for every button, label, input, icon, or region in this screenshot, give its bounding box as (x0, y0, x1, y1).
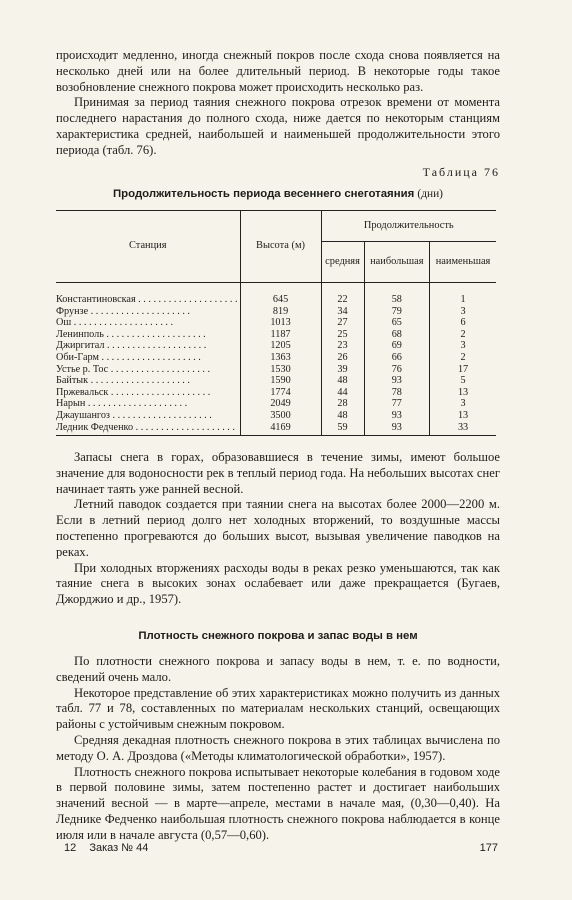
min-cell: 3 (460, 398, 466, 410)
max-cell: 93 (364, 422, 430, 436)
height-cell: 645 (240, 294, 321, 306)
avg-cell: 44 (321, 387, 364, 399)
header-height: Высота (м) (240, 210, 321, 282)
avg-cell: 26 (321, 352, 364, 364)
height-cell: 1363 (240, 352, 321, 364)
height-cell: 2049 (240, 398, 321, 410)
page-footer (64, 842, 498, 854)
signature-mark: 12 (64, 842, 77, 854)
avg-cell: 25 (321, 329, 364, 341)
max-cell: 68 (364, 329, 430, 341)
paragraph: Запасы снега в горах, образовавшиеся в течение зимы, имеют большое значение для водоносности рек в теплый период года. На небольших высотах снег начинает таять уже ранней весной. (56, 450, 500, 496)
min-cell: 17 (457, 363, 469, 375)
table-title (56, 188, 500, 200)
paragraph: Некоторое представление об этих характеристиках можно получить из данных табл. 77 и 78, составленных по материалам нескольких станций, освещающих районы с устойчивым снежным покровом. (56, 685, 500, 732)
max-cell: 93 (364, 375, 430, 387)
min-cell: 6 (460, 317, 466, 329)
paragraph: По плотности снежного покрова и запасу воды в нем, т. е. по водности, сведений очень мало. (56, 654, 500, 684)
height-cell: 1774 (240, 387, 321, 399)
min-cell: 33 (430, 422, 496, 436)
table-row (56, 375, 496, 387)
avg-cell: 27 (321, 317, 364, 329)
table-title-text: Продолжительность периода весеннего снеготаяния (113, 187, 415, 200)
paragraph: происходит медленно, иногда снежный покров после схода снова появляется на несколько дней или на более длительный период. В некоторые годы такое возобновление снежного покрова может происходить несколько раз. (56, 48, 500, 94)
height-cell: 1187 (240, 329, 321, 341)
avg-cell: 59 (321, 422, 364, 436)
order-mark: Заказ № 44 (89, 842, 149, 854)
max-cell: 93 (364, 410, 430, 422)
snowmelt-duration-table (56, 210, 496, 437)
paragraph: Плотность снежного покрова испытывает некоторые колебания в годовом ходе в первой половине зимы, затем постепенно растет и достигает наибольших значений весной — в марте—апреле, местами в начале мая, (0,30—0,40). На Леднике Федченко наибольшая плотность снежного покрова наблюдается в конце июля или в начале августа (0,57—0,60). (56, 764, 500, 842)
height-cell: 819 (240, 306, 321, 318)
min-cell: 3 (460, 305, 466, 317)
table-body (56, 282, 496, 436)
station-cell: Нарын . . . . . . . . . . . . . . . . . . . . (56, 398, 240, 410)
header-min: наименьшая (430, 241, 496, 282)
station-cell: Ледник Федченко . . . . . . . . . . . . . . . . . . . . (56, 422, 240, 436)
max-cell: 69 (364, 340, 430, 352)
header-avg: средняя (321, 241, 364, 282)
avg-cell: 23 (321, 340, 364, 352)
station-cell: Фрунзе . . . . . . . . . . . . . . . . . . . . (56, 306, 240, 318)
paragraph: При холодных вторжениях расходы воды в реках резко уменьшаются, так как таяние снега в высоких зонах ослабевает или даже прекращается (Бугаев, Джорджио и др., 1957). (56, 560, 500, 607)
avg-cell: 22 (321, 294, 364, 306)
table-row (56, 294, 496, 306)
max-cell: 77 (364, 398, 430, 410)
paragraph: Принимая за период таяния снежного покрова отрезок времени от момента последнего нарастания до полного схода, ниже дается по некоторым станциям характеристика средней, наибольшей и наименьшей продолжительности этого периода (табл. 76). (56, 95, 500, 157)
station-cell: Оби-Гарм . . . . . . . . . . . . . . . . . . . . (56, 352, 240, 364)
min-cell: 5 (460, 375, 466, 387)
table-row (56, 398, 496, 410)
header-duration: Продолжительность (321, 210, 496, 241)
table-row (56, 306, 496, 318)
table-row (56, 387, 496, 399)
table-row (56, 422, 496, 436)
max-cell: 76 (364, 364, 430, 376)
table-row (56, 410, 496, 422)
avg-cell: 39 (321, 364, 364, 376)
height-cell: 1590 (240, 375, 321, 387)
table-title-unit: (дни) (417, 187, 443, 200)
station-cell: Джаушангоз . . . . . . . . . . . . . . . . . . . . (56, 410, 240, 422)
station-cell: Байтык . . . . . . . . . . . . . . . . . . . . (56, 375, 240, 387)
table-row (56, 340, 496, 352)
table-number: Таблица 76 (422, 164, 500, 179)
table-row (56, 352, 496, 364)
table-row (56, 364, 496, 376)
station-cell: Константиновская . . . . . . . . . . . . . . . . . . . . (56, 294, 240, 306)
height-cell: 3500 (240, 410, 321, 422)
height-cell: 1013 (240, 317, 321, 329)
paragraph: Средняя декадная плотность снежного покрова в этих таблицах вычислена по методу О. А. Дроздова («Методы климатологической обработки», 1957). (56, 733, 500, 763)
section-title: Плотность снежного покрова и запас воды в нем (138, 630, 418, 643)
page-number: 177 (479, 842, 498, 854)
min-cell: 13 (457, 409, 469, 421)
station-cell: Джиргитал . . . . . . . . . . . . . . . . . . . . (56, 340, 240, 352)
paragraph: Летний паводок создается при таянии снега на высотах более 2000—2200 м. Если в летний период долго нет холодных вторжений, то воздушные массы постепенно прогреваются до больших высот, вызывая увеличение паводков на реках. (56, 497, 500, 559)
min-cell: 1 (460, 293, 466, 305)
header-station: Станция (56, 210, 240, 282)
max-cell: 79 (364, 306, 430, 318)
station-cell: Ленинполь . . . . . . . . . . . . . . . . . . . . (56, 329, 240, 341)
table-row (56, 329, 496, 341)
table-row (56, 317, 496, 329)
station-cell: Пржевальск . . . . . . . . . . . . . . . . . . . . (56, 387, 240, 399)
avg-cell: 28 (321, 398, 364, 410)
max-cell: 58 (364, 294, 430, 306)
min-cell: 2 (460, 328, 466, 340)
height-cell: 4169 (240, 422, 321, 436)
max-cell: 66 (364, 352, 430, 364)
height-cell: 1530 (240, 364, 321, 376)
height-cell: 1205 (240, 340, 321, 352)
avg-cell: 34 (321, 306, 364, 318)
min-cell: 3 (460, 340, 466, 352)
avg-cell: 48 (321, 410, 364, 422)
min-cell: 2 (460, 351, 466, 363)
station-cell: Ош . . . . . . . . . . . . . . . . . . . . (56, 317, 240, 329)
station-cell: Устье р. Тос . . . . . . . . . . . . . . . . . . . . (56, 364, 240, 376)
min-cell: 13 (457, 386, 469, 398)
avg-cell: 48 (321, 375, 364, 387)
max-cell: 65 (364, 317, 430, 329)
max-cell: 78 (364, 387, 430, 399)
header-max: наибольшая (364, 241, 430, 282)
